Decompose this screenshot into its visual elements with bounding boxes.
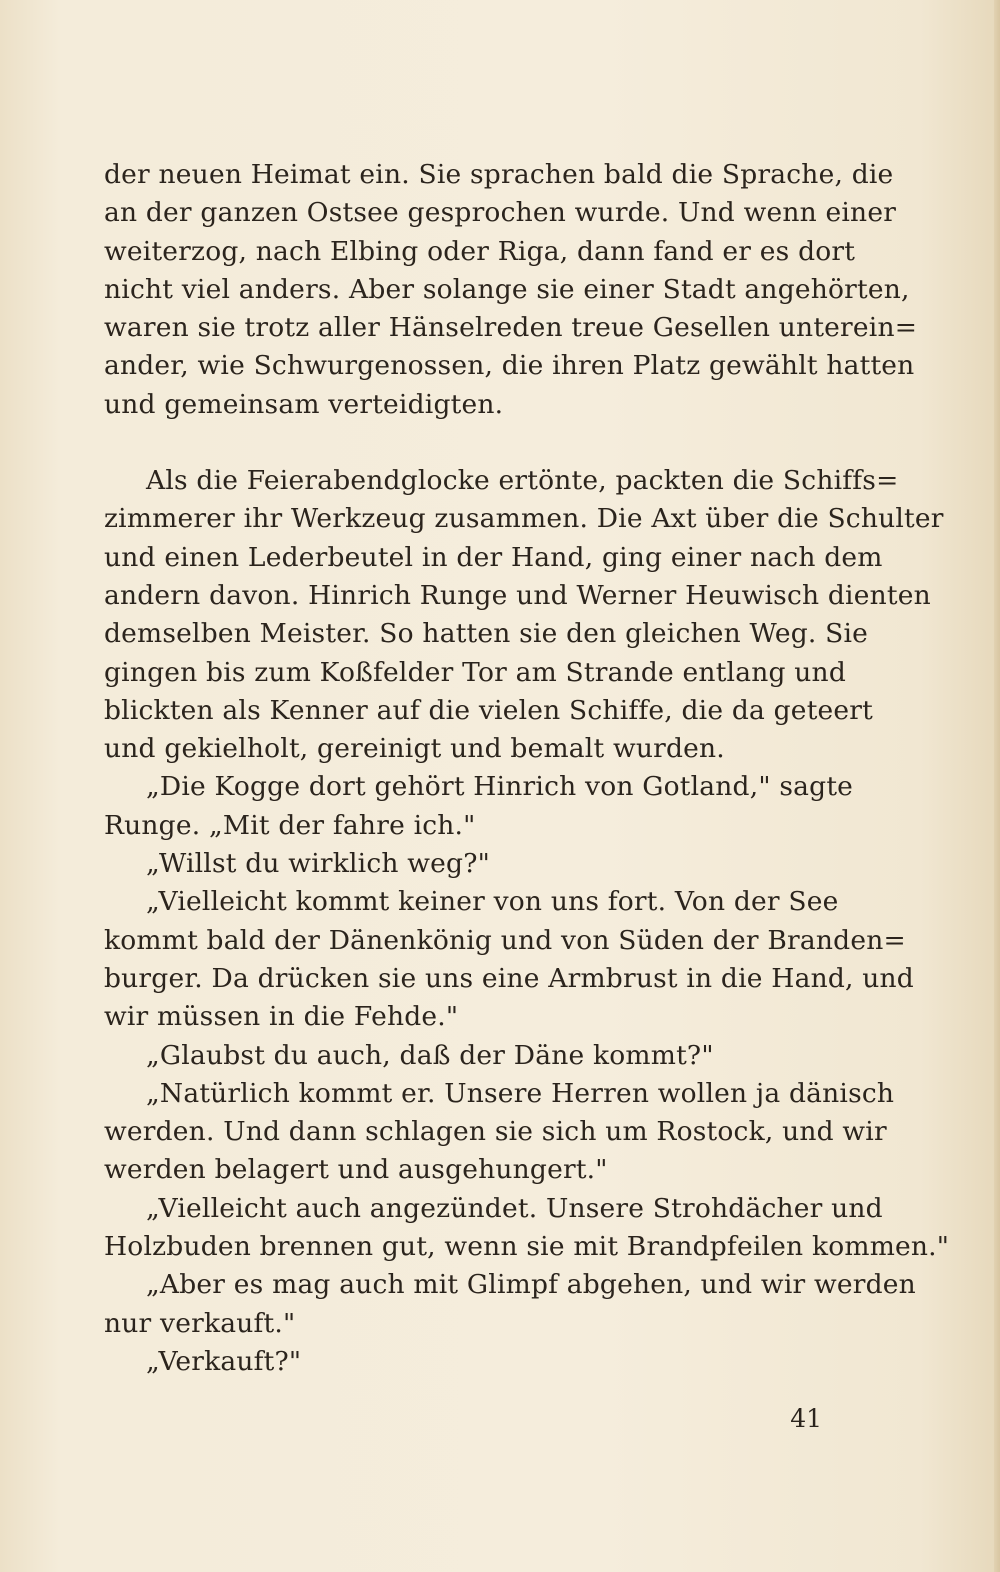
text-line: Runge. „Mit der fahre ich." [104,809,476,841]
text-line: kommt bald der Dänenkönig und von Süden der Branden= [104,924,906,956]
text-line: weiterzog, nach Elbing oder Riga, dann fand er es dort [104,235,856,267]
text-line: gingen bis zum Koßfelder Tor am Strande entlang und [104,656,846,688]
paragraph [104,462,944,768]
page-number: 41 [790,1404,822,1433]
paragraph [104,1266,916,1343]
text-line: werden. Und dann schlagen sie sich um Rostock, und wir [104,1116,887,1148]
text-line: wir müssen in die Fehde." [104,1001,459,1033]
text-line: an der ganzen Ostsee gesprochen wurde. Und wenn einer [104,197,897,229]
text-line: „Verkauft?" [146,1345,302,1377]
text-line: Als die Feierabendglocke ertönte, packten die Schiffs= [146,465,899,497]
text-line: zimmerer ihr Werkzeug zusammen. Die Axt über die Schulter [104,503,944,535]
text-line: burger. Da drücken sie uns eine Armbrust in die Hand, und [104,962,914,994]
text-line: „Die Kogge dort gehört Hinrich von Gotland," sagte [146,771,854,803]
text-line: werden belagert und ausgehungert." [104,1154,608,1186]
text-line: „Vielleicht auch angezündet. Unsere Strohdächer und [146,1192,883,1224]
text-line: „Willst du wirklich weg?" [146,848,491,880]
paragraph [104,1343,818,1381]
paragraph [104,1075,895,1190]
text-line: ander, wie Schwurgenossen, die ihren Platz gewählt hatten [104,350,915,382]
paragraph-gap [104,424,818,462]
text-line: „Glaubst du auch, daß der Däne kommt?" [146,1039,714,1071]
text-line: Holzbuden brennen gut, wenn sie mit Brandpfeilen kommen." [104,1231,950,1263]
text-line: andern davon. Hinrich Runge und Werner Heuwisch dienten [104,579,931,611]
paragraph [104,768,854,845]
paragraph [104,845,818,883]
paragraph [104,1037,818,1075]
page-edge [994,0,1000,1572]
body-text [104,156,950,1381]
paragraph [104,883,914,1036]
text-line: „Vielleicht kommt keiner von uns fort. Von der See [146,886,839,918]
text-line: demselben Meister. So hatten sie den gleichen Weg. Sie [104,618,869,650]
text-line: blickten als Kenner auf die vielen Schiffe, die da geteert [104,694,874,726]
text-line: der neuen Heimat ein. Sie sprachen bald die Sprache, die [104,159,894,190]
text-line: waren sie trotz aller Hänselreden treue Gesellen unterein= [104,312,918,344]
text-line: und einen Lederbeutel in der Hand, ging einer nach dem [104,541,883,573]
text-line: „Aber es mag auch mit Glimpf abgehen, und wir werden [146,1269,916,1301]
paragraph [104,156,918,424]
text-line: nicht viel anders. Aber solange sie einer Stadt angehörten, [104,273,910,305]
text-line: und gekielholt, gereinigt und bemalt wurden. [104,733,725,765]
text-line: nur verkauft." [104,1307,296,1339]
text-line: und gemeinsam verteidigten. [104,388,504,420]
paragraph [104,1190,950,1267]
text-line: „Natürlich kommt er. Unsere Herren wollen ja dänisch [146,1077,895,1109]
